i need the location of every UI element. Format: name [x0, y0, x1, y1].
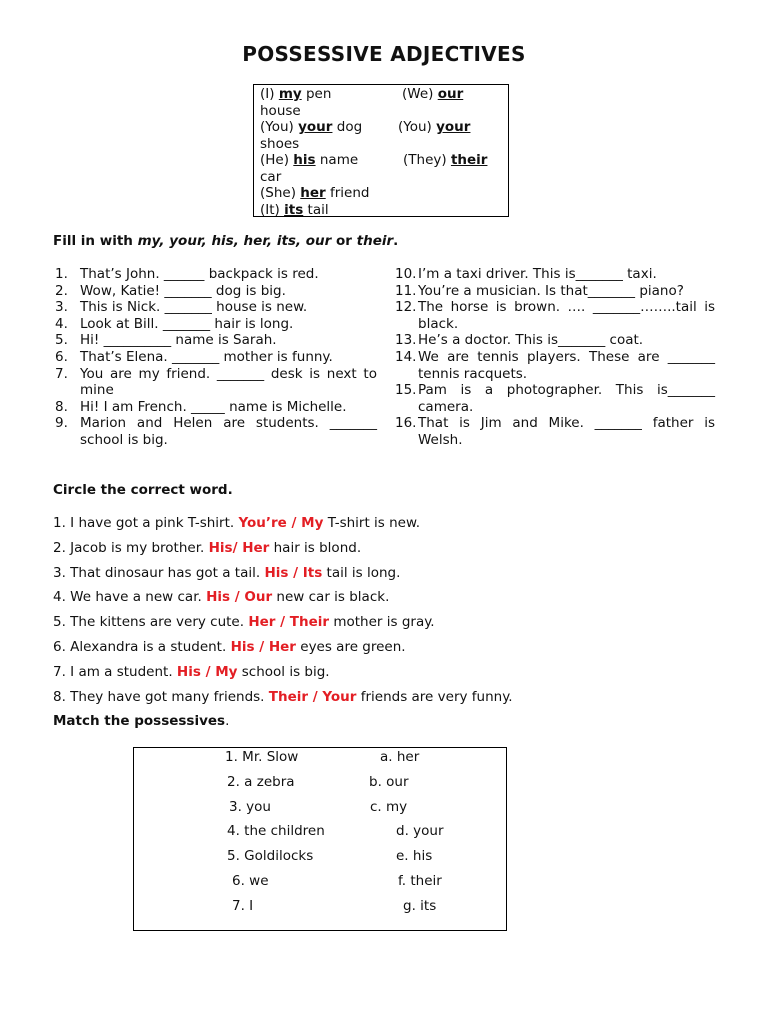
fill-in-item-text: This is Nick. _______ house is new. [80, 299, 308, 316]
reference-row [260, 103, 502, 120]
circle-item-text: hair is blond. [269, 539, 362, 556]
reference-row [260, 136, 502, 153]
fill-in-item [55, 316, 377, 333]
fill-in-item-number: 5. [55, 332, 68, 349]
fill-in-item [395, 299, 715, 332]
circle-item-text: mother is gray. [329, 614, 435, 631]
circle-item [53, 662, 513, 687]
fill-in-item-number: 6. [55, 348, 68, 365]
fill-in-item-number: 15. [395, 382, 417, 399]
reference-pronoun: house [260, 102, 301, 119]
fill-in-item-number: 10. [395, 266, 417, 282]
reference-left [260, 119, 362, 135]
fill-in-item-text: You’re a musician. Is that_______ piano? [418, 282, 684, 299]
circle-item-text: 6. Alexandra is a student. [53, 638, 231, 655]
match-left-item: 2. a zebra [227, 773, 295, 790]
reference-noun: dog [332, 119, 363, 135]
reference-row [260, 185, 502, 202]
reference-possessive: your [298, 119, 333, 135]
page-title: POSSESSIVE ADJECTIVES [242, 42, 526, 66]
reference-pronoun: (You) [398, 119, 437, 135]
circle-item [53, 587, 513, 612]
circle-list [53, 513, 513, 711]
reference-pronoun: (I) [260, 86, 279, 102]
reference-row [260, 119, 502, 136]
fill-in-item-number: 13. [395, 332, 417, 349]
fill-in-item [395, 283, 715, 300]
match-table [133, 747, 507, 931]
fill-in-item-text: That is Jim and Mike. _______ father is Welsh. [418, 415, 715, 448]
fill-in-item [395, 266, 715, 283]
answer-choice: His / Its [264, 564, 323, 581]
match-right-item: g. its [403, 897, 437, 914]
fill-in-item [55, 266, 377, 283]
circle-item-text: school is big. [237, 663, 330, 680]
reference-pronoun: (It) [260, 201, 285, 218]
match-left-item: 1. Mr. Slow [225, 749, 299, 765]
reference-left [260, 86, 331, 102]
reference-pronoun: (They) [403, 152, 451, 168]
reference-left [260, 185, 369, 201]
fill-in-item-number: 4. [55, 315, 68, 332]
answer-choice: You’re / My [238, 515, 324, 531]
circle-item [53, 563, 513, 588]
match-heading [53, 713, 229, 729]
fill-in-item-text: The horse is brown. …. _______……..tail is black. [418, 299, 715, 332]
reference-possessive: my [278, 86, 302, 102]
reference-possessive: your [436, 119, 471, 135]
answer-choice: His / My [176, 663, 238, 680]
fill-in-item-text: Look at Bill. _______ hair is long. [80, 315, 294, 332]
match-right-item: d. your [396, 823, 444, 840]
match-heading-period: . [225, 713, 230, 729]
fill-in-item-number: 14. [395, 348, 417, 365]
reference-right [402, 86, 463, 103]
reference-pronoun: (She) [260, 185, 301, 201]
match-left-item: 4. the children [227, 823, 325, 840]
reference-pronoun: car [260, 168, 282, 185]
reference-noun: name [315, 152, 359, 168]
fill-in-item-text: I’m a taxi driver. This is_______ taxi. [418, 266, 657, 282]
circle-item-text: 5. The kittens are very cute. [53, 614, 249, 631]
circle-item-text: T-shirt is new. [323, 515, 421, 531]
circle-item [53, 637, 513, 662]
reference-pronoun: (He) [260, 152, 294, 168]
reference-noun: friend [325, 185, 370, 201]
circle-item-text: 2. Jacob is my brother. [53, 539, 209, 556]
fill-in-item [55, 332, 377, 349]
reference-left [260, 152, 358, 168]
match-right-item: c. my [370, 798, 408, 815]
reference-table [253, 84, 509, 217]
circle-item-text: 4. We have a new car. [53, 589, 207, 606]
reference-pronoun: (You) [260, 119, 299, 135]
fill-in-item [395, 382, 715, 415]
fill-in-heading-text: Fill in with [53, 233, 138, 249]
match-right-item: e. his [396, 848, 433, 865]
reference-possessive: his [293, 152, 316, 168]
circle-item-text: 3. That dinosaur has got a tail. [53, 564, 265, 581]
circle-item-text: 1. I have got a pink T-shirt. [53, 515, 239, 531]
fill-in-item-number: 11. [395, 282, 417, 299]
fill-in-item-text: Hi! I am French. _____ name is Michelle. [80, 398, 347, 415]
match-right-item: a. her [380, 749, 420, 765]
reference-row [260, 152, 502, 169]
fill-in-item-text: He’s a doctor. This is_______ coat. [418, 332, 644, 349]
reference-row [260, 202, 502, 219]
answer-choice: Their / Your [268, 688, 357, 705]
fill-in-item [55, 349, 377, 366]
fill-in-item-number: 12. [395, 299, 417, 316]
circle-item [53, 513, 513, 538]
fill-in-item-number: 3. [55, 299, 68, 316]
fill-in-item-text: Hi! __________ name is Sarah. [80, 332, 277, 349]
fill-in-heading [53, 233, 398, 249]
fill-in-heading-or: or [331, 233, 357, 249]
circle-item-text: new car is black. [272, 589, 390, 606]
fill-in-item [55, 283, 377, 300]
circle-item [53, 687, 513, 712]
circle-item-text: 8. They have got many friends. [53, 688, 269, 705]
fill-in-item [395, 332, 715, 349]
fill-in-heading-last-word: their [356, 233, 394, 249]
fill-in-list-left [55, 266, 377, 449]
circle-item [53, 538, 513, 563]
fill-in-heading-words: my, your, his, her, its, our [137, 233, 332, 249]
fill-in-item-text: That’s John. ______ backpack is red. [80, 266, 319, 282]
reference-left [260, 136, 299, 152]
reference-pronoun: shoes [260, 135, 300, 152]
match-left-item: 6. we [232, 873, 269, 889]
match-right-item: b. our [369, 773, 409, 790]
reference-noun: pen [301, 86, 332, 102]
fill-in-item-number: 7. [55, 365, 68, 382]
circle-item-text: 7. I am a student. [53, 663, 177, 680]
circle-heading: Circle the correct word. [53, 482, 233, 498]
match-heading-text: Match the possessives [53, 713, 226, 729]
reference-pronoun: (We) [402, 86, 438, 102]
reference-left [260, 103, 301, 119]
reference-possessive: its [284, 201, 304, 218]
circle-item-text: tail is long. [322, 564, 401, 581]
fill-in-item-text: We are tennis players. These are _______ tennis racquets. [418, 348, 715, 382]
answer-choice: His/ Her [208, 539, 270, 556]
circle-item-text: friends are very funny. [356, 688, 513, 705]
reference-left [260, 202, 329, 218]
fill-in-item-text: Wow, Katie! _______ dog is big. [80, 282, 286, 299]
fill-in-item-number: 9. [55, 415, 68, 432]
fill-in-item-text: You are my friend. _______ desk is next to mine [80, 365, 377, 399]
fill-in-heading-period: . [393, 233, 399, 249]
reference-possessive: their [450, 152, 488, 168]
fill-in-item-number: 2. [55, 282, 68, 299]
fill-in-item [55, 299, 377, 316]
reference-row [260, 169, 502, 186]
reference-right [398, 119, 470, 136]
fill-in-item-text: Pam is a photographer. This is_______ camera. [418, 382, 715, 415]
answer-choice: His / Her [230, 638, 296, 655]
match-left-item: 7. I [232, 897, 254, 914]
fill-in-item-number: 1. [55, 266, 68, 282]
reference-right [403, 152, 487, 169]
reference-row [260, 86, 502, 103]
fill-in-item-text: That’s Elena. _______ mother is funny. [80, 348, 333, 365]
match-left-item: 3. you [229, 798, 271, 815]
fill-in-item [395, 415, 715, 448]
reference-left [260, 169, 281, 185]
fill-in-item [55, 366, 377, 399]
circle-item [53, 612, 513, 637]
fill-in-list-right [395, 266, 715, 449]
fill-in-item [55, 399, 377, 416]
match-right-item: f. their [398, 873, 442, 889]
reference-possessive: our [437, 86, 464, 102]
reference-possessive: her [300, 185, 326, 201]
answer-choice: His / Our [206, 589, 273, 606]
fill-in-item [395, 349, 715, 382]
fill-in-item-number: 8. [55, 398, 68, 415]
match-left-item: 5. Goldilocks [227, 848, 314, 865]
circle-item-text: eyes are green. [295, 638, 406, 655]
fill-in-item-text: Marion and Helen are students. _______ school is big. [80, 415, 377, 448]
reference-noun: tail [303, 201, 329, 218]
answer-choice: Her / Their [248, 614, 330, 631]
fill-in-item [55, 415, 377, 448]
fill-in-item-number: 16. [395, 415, 417, 432]
